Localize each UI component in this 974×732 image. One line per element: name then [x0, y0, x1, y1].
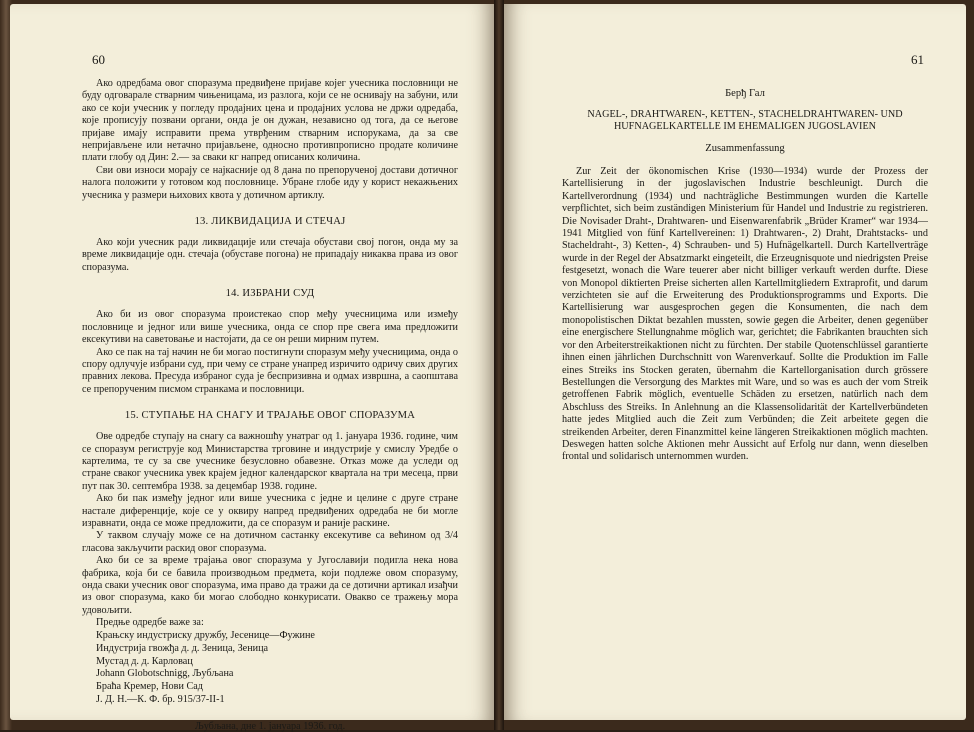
paragraph: Ако би се за време трајања овог споразума у Југославији подигла нека нова фабрика, која би се бавила производњом предмета, који подлеже овом споразуму, онда сваки учесник овог споразума, има право да тражи да се дотични артикал изађчи из овог споразума, како би могао слободно конкурисати. Овакво се тражењу мора удовољити.: [82, 555, 458, 616]
section-heading: 15. СТУПАЊЕ НА СНАГУ И ТРАЈАЊЕ ОВОГ СПОРАЗУМА: [124, 410, 416, 422]
section-heading: 14. ИЗБРАНИ СУД: [225, 288, 315, 300]
paragraph: Ако се пак на тај начин не би могао постигнути споразум међу учесницима, онда о спору одлучује избрани суд, при чему се стране унапред изричито одричу свих других правних лекова. Пресуда избраног суда је беспризивна и одмах извршна, а саопштава се препорученим писмом странкама и пословници.: [82, 346, 458, 395]
signer-line: Мустад д. д. Карловац: [96, 655, 193, 667]
article-title: HUFNAGELKARTELLE IM EHEMALIGEN JUGOSLAVIEN: [613, 121, 877, 132]
page-number: 61: [911, 52, 924, 67]
paragraph: Ове одредбе ступају на снагу са важношћу унатраг од 1. јануара 1936. године, чим се споразум региструје код Министарства трговине и индустрије у смислу Уредбе о картелима, те су за све учеснике безусловно обавезне. Отказ може да уследи од стране сваког учесника увек крајем једног календарског квартала на три месеца, први пут пак 30. септембра 1938. за децембар 1938. године.: [82, 431, 458, 492]
signer-line: Johann Globotschnigg, Љубљана: [96, 668, 234, 680]
signer-line: Браћа Кремер, Нови Сад: [96, 681, 203, 693]
paragraph: У таквом случају може се на дотичном састанку ексекутиве са већином од 3/4 гласова закључити раскид овог споразума.: [82, 530, 458, 554]
section-heading: 13. ЛИКВИДАЦИЈА И СТЕЧАЈ: [194, 216, 346, 228]
signer-line: Индустрија гвожђа д. д. Зеница, Зеница: [96, 642, 269, 654]
paragraph: Ако који учесник ради ликвидације или стечаја обустави свој погон, онда му за време ликвидације одн. стечаја (обуставе погона) не припадају никаква права из овог споразума.: [82, 237, 458, 273]
paragraph: Ако одредбама овог споразума предвиђене пријаве којег учесника пословници не буду одговарале стварним чињеницама, из разлога, који се не оснивају на забуни, или ако се који учесник у погледу продајних цена и продајних услова не држи одредаба, које прописују позвани органи, онда је он дужан, независно од тога, да се његове пријаве имају исправити према утврђеним стварним испорукама, да за све непријављене или нетачно пријављене, односно противпрописно продате количине плати глобу од Дин: 2.— за сваки кг напред описаних количина.: [82, 78, 458, 164]
right-page: [504, 4, 966, 720]
left-page: [10, 4, 494, 732]
summary-heading: Zusammenfassung: [705, 143, 785, 154]
signers-intro: Предње одредбе важе за:: [96, 617, 204, 629]
paragraph: Ако би из овог споразума проистекао спор међу учесницима или између пословнице и једног или више учесника, онда се спор пре свега има предложити ексекутиви на саветовање и настојати, да се он реши мирним путем.: [82, 309, 458, 346]
author: Берђ Гал: [725, 88, 765, 99]
paragraph: Сви ови износи морају се најкасније од 8 дана по препорученој достави дотичног налога положити у готовом код пословнице. Убране глобе иду у корист некажњених учесника у размери њихових квота у дотичном артиклу.: [82, 164, 458, 201]
signer-line: Крањску индустриску дружбу, Јесенице—Фужине: [96, 630, 315, 642]
signer-line: J. Д. Н.—К. Ф. бр. 915/37-II-1: [96, 694, 225, 705]
article-title: NAGEL-, DRAHTWAREN-, KETTEN-, STACHELDRAHTWAREN- UND: [587, 109, 903, 120]
signature-line: Љубљана, дне 1. јануара 1936. год.: [194, 720, 346, 732]
page-number: 60: [92, 52, 105, 67]
book-gutter: [494, 0, 504, 730]
left-body: [82, 78, 458, 732]
summary-text: Zur Zeit der ökonomischen Krise (1930—1934) wurde der Prozess der Kartellisierung in der jugoslavischen Industrie beschleunigt. Durch die Kartellverordnung (1934) und nachträgliche Bestimmungen wurden die Kartelle verpflichtet, sich beim zuständigen Ministerium für Handel und Industrie zu registrieren. Die Novisader Draht-, Drahtwaren- und Eisenwarenfabrik „Brüder Kramer“ war 1934—1941 Mitglied von fünf Kartellvereinen: 1) Drahtwaren-, 2) Draht, Drahtstacks- und Stacheldraht-, 3) Ketten-, 4) Schrauben- und 5) Hufnägelkartell. Durch Kartellverträge wurde in der Regel der Absatzmarkt eingeteilt, die Erzeugnisquote und niedrigsten Preise festgesetzt, wonach die Ware teuerer aber nicht billiger verkauft werden durfte. Diese von Monopol diktierten Preise sicherten allen Kartellmitgliedern Extraprofit, und darum verzichteten sie auf die Erweiterung des Produktionsprogramms und Exports. Die Kartellisierung war ausgesprochen gegen die Konsumenten, die nach dem monopolistischen Diktat bezahlen mussten, sowie gegen die Arbeiter, denen gegenüber eine energischere Stellungnahme möglich war, gerichtet; die Fabrikanten brauchten sich vor den Arbeiterstreikaktionen nicht zu fürchten. Der stabile Quotenschlüssel garantierte ihnen einen jährlichen Durchschnitt von Warenverkauf. Sollte die Produktion im Falle eines Streiks ins Stocken geraten, übernahm die Kartellorganisation durch grössere Bestellungen die Versorgung des Marktes mit Ware, und so was es auch der vom Streik getroffenen Fabrik möglich, eventuelle Schäden zu ersetzen, natürlich nach dem Abschluss des Streiks. In Anlehnung an die Klassensolidarität der Kartellverbündeten hatte jedes Mitglied auch die Zeit zum Verbünden; die Zeit arbeitete gegen die streikenden Arbeiter, deren Finanzmittel keine längeren Streikaktionen möglich machten. Deswegen hatten solche Aktionen mehr Aussicht auf Erfolg nur dann, wenn dieselben frontal und solidarisch unternommen wurden.: [562, 166, 928, 463]
paragraph: Ако би пак између једног или више учесника с једне и целине с друге стране настале диференције, које се у оквиру напред предвиђених одредаба не би могле изравнати, онда се може предложити, да се споразум и раније раскине.: [82, 493, 458, 529]
